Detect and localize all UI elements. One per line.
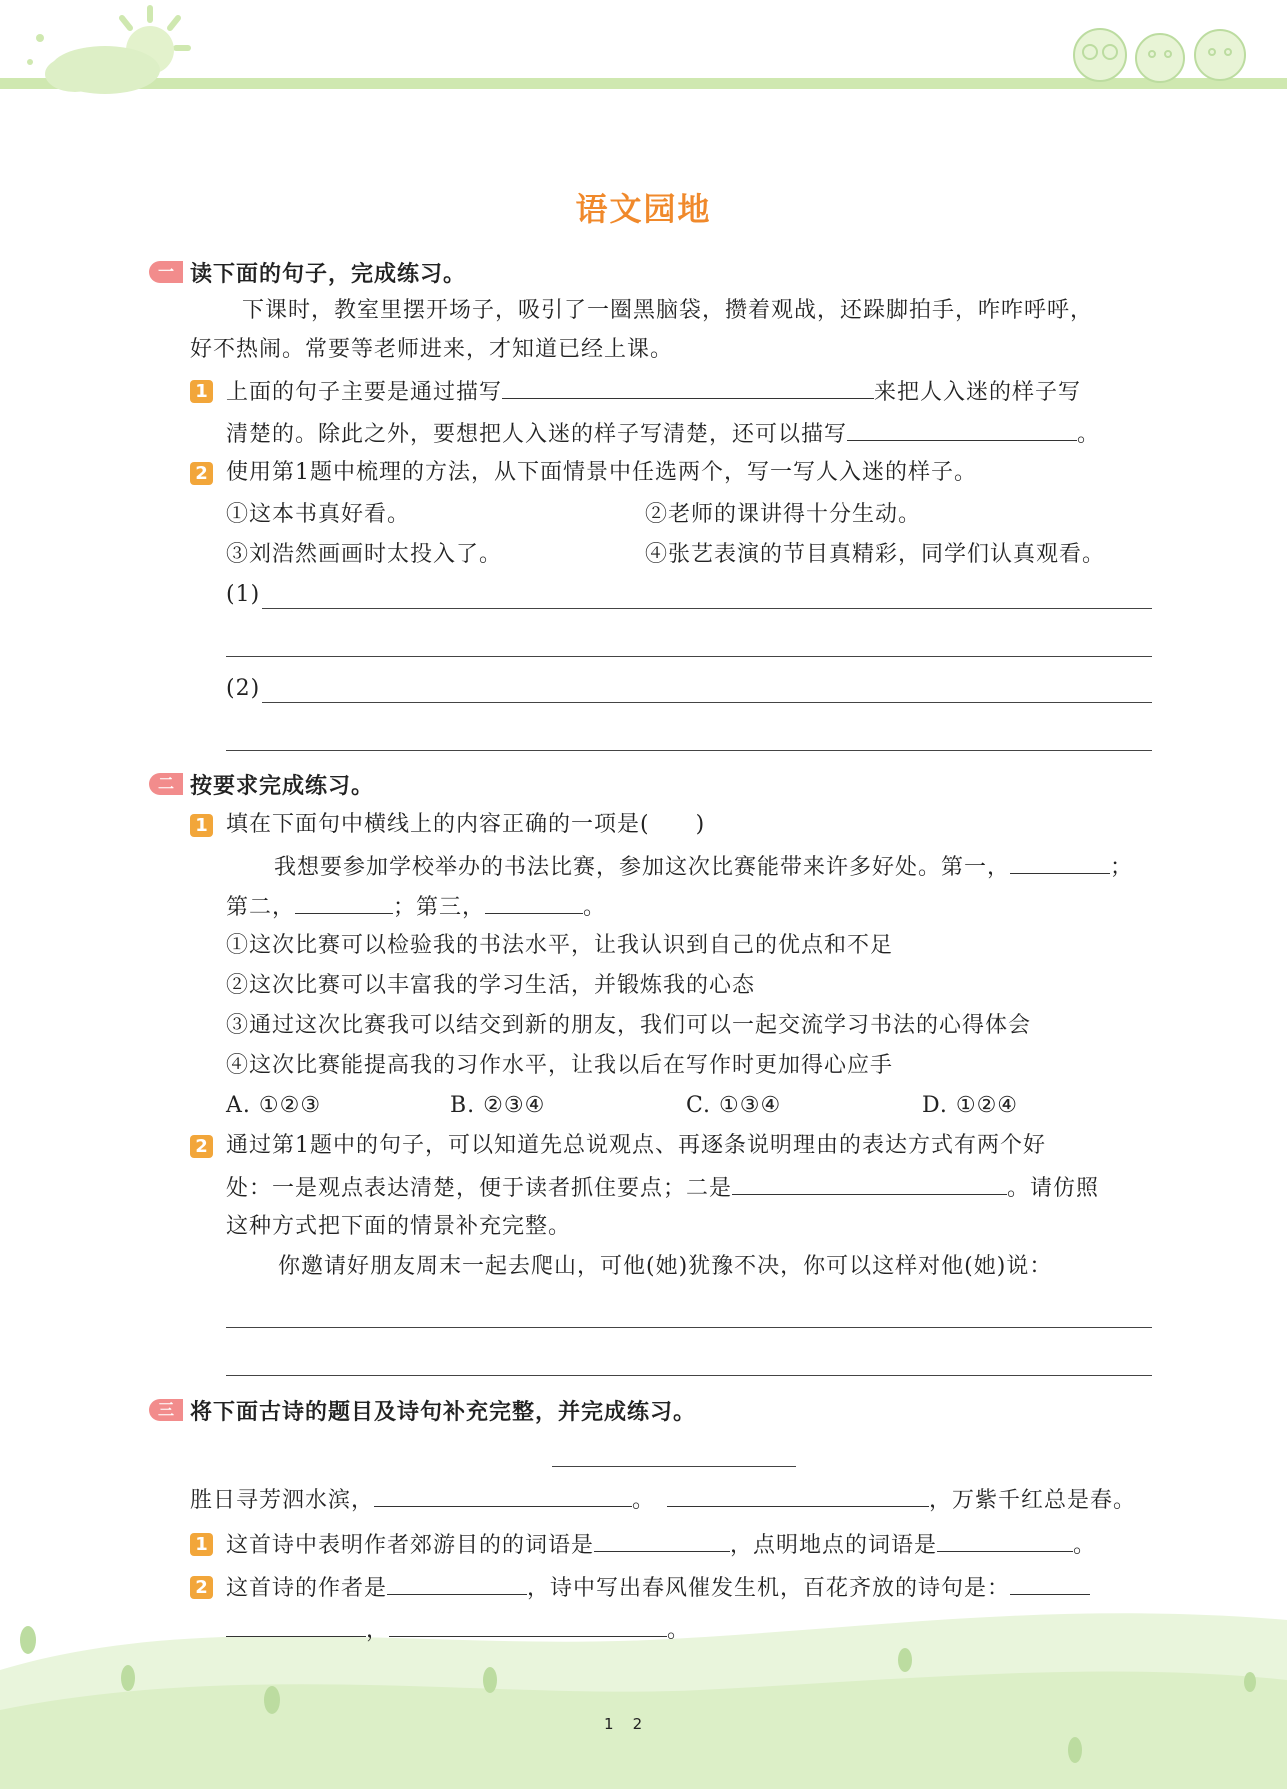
question-text <box>226 376 1081 408</box>
answer-label: (2) <box>226 676 261 701</box>
passage-part: 第二， <box>226 895 296 920</box>
answer-blank[interactable] <box>1010 851 1110 874</box>
question-text <box>226 1572 1090 1604</box>
question-text <box>226 1172 1099 1204</box>
question-text-part: 来把人入迷的样子写 <box>874 380 1082 405</box>
choice-a[interactable]: A. ①②③ <box>226 1093 322 1118</box>
question-text-part: 。 <box>1077 422 1101 447</box>
question-number: 1 <box>190 380 213 403</box>
passage-part: 我想要参加学校举办的书法比赛，参加这次比赛能带来许多好处。第一， <box>274 855 1011 880</box>
section-heading: 读下面的句子，完成练习。 <box>190 262 467 287</box>
choice-statement: ①这次比赛可以检验我的书法水平，让我认识到自己的优点和不足 <box>226 933 894 958</box>
option-item: ④张艺表演的节目真精彩，同学们认真观看。 <box>645 542 1106 567</box>
option-item: ③刘浩然画画时太投入了。 <box>226 542 503 567</box>
answer-blank[interactable] <box>937 1529 1073 1552</box>
section-badge: 一 <box>149 261 183 283</box>
answer-line[interactable] <box>226 750 1152 751</box>
answer-blank[interactable] <box>1010 1572 1090 1595</box>
choice-c[interactable]: C. ①③④ <box>686 1093 782 1118</box>
question-text: 填在下面句中横线上的内容正确的一项是( ) <box>226 812 706 837</box>
question-text-part: 处：一是观点表达清楚，便于读者抓住要点；二是 <box>226 1176 733 1201</box>
section-badge: 三 <box>149 1399 183 1421</box>
answer-blank[interactable] <box>667 1484 929 1507</box>
poem-title-blank[interactable] <box>552 1466 796 1467</box>
answer-blank[interactable] <box>374 1484 632 1507</box>
choice-d[interactable]: D. ①②④ <box>922 1093 1019 1118</box>
question-text-part: 清楚的。除此之外，要想把人入迷的样子写清楚，还可以描写 <box>226 422 848 447</box>
question-text-part: ， <box>366 1618 390 1643</box>
answer-blank[interactable] <box>594 1529 730 1552</box>
question-number: 2 <box>190 1135 213 1158</box>
answer-blank[interactable] <box>226 1614 366 1637</box>
question-text-part: 这首诗的作者是 <box>226 1576 388 1601</box>
poem-part: 胜日寻芳泗水滨， <box>190 1488 375 1513</box>
page-title: 语文园地 <box>575 190 712 228</box>
question-number: 2 <box>190 1576 213 1599</box>
answer-line[interactable] <box>226 656 1152 657</box>
answer-blank[interactable] <box>389 1614 667 1637</box>
answer-blank[interactable] <box>295 891 393 914</box>
passage-line <box>274 851 1133 883</box>
question-text <box>226 1529 1096 1561</box>
section-heading: 将下面古诗的题目及诗句补充完整，并完成练习。 <box>190 1400 697 1425</box>
question-text-part: ，诗中写出春风催发生机，百花齐放的诗句是： <box>527 1576 1011 1601</box>
question-text <box>226 1614 690 1646</box>
choice-statement: ②这次比赛可以丰富我的学习生活，并锻炼我的心态 <box>226 973 756 998</box>
poem-part: 。 <box>632 1488 656 1513</box>
answer-blank[interactable] <box>387 1572 527 1595</box>
option-item: ②老师的课讲得十分生动。 <box>645 502 922 527</box>
answer-line[interactable] <box>262 608 1152 609</box>
passage-part: ；第三， <box>393 895 486 920</box>
passage-part: ； <box>1110 855 1134 880</box>
animal-faces-icon <box>1060 10 1260 90</box>
passage-line <box>226 891 606 923</box>
question-number: 2 <box>190 462 213 485</box>
question-text: 使用第1题中梳理的方法，从下面情景中任选两个，写一写人入迷的样子。 <box>226 460 977 485</box>
section-badge: 二 <box>149 773 183 795</box>
question-text-part: 上面的句子主要是通过描写 <box>226 380 503 405</box>
answer-blank[interactable] <box>847 418 1077 441</box>
question-text: 通过第1题中的句子，可以知道先总说观点、再逐条说明理由的表达方式有两个好 <box>226 1133 1046 1158</box>
passage-line: 下课时，教室里摆开场子，吸引了一圈黑脑袋，攒着观战，还跺脚拍手，咋咋呼呼， <box>242 298 1094 323</box>
question-text-part: 。 <box>1073 1533 1097 1558</box>
poem-line <box>190 1484 1136 1516</box>
answer-blank[interactable] <box>732 1172 1007 1195</box>
option-item: ①这本书真好看。 <box>226 502 411 527</box>
choice-b[interactable]: B. ②③④ <box>450 1093 546 1118</box>
question-text: 这种方式把下面的情景补充完整。 <box>226 1214 572 1239</box>
question-text <box>226 418 1100 450</box>
question-text-part: ，点明地点的词语是 <box>730 1533 938 1558</box>
page-number: 1 2 <box>604 1715 643 1733</box>
question-text-part: 这首诗中表明作者郊游目的的词语是 <box>226 1533 595 1558</box>
question-text-part: 。请仿照 <box>1007 1176 1100 1201</box>
question-number: 1 <box>190 1533 213 1556</box>
sun-cloud-icon <box>0 0 220 100</box>
scenario-text: 你邀请好朋友周末一起去爬山，可他(她)犹豫不决，你可以这样对他(她)说： <box>278 1254 1053 1279</box>
answer-line[interactable] <box>262 702 1152 703</box>
answer-label: (1) <box>226 582 261 607</box>
answer-blank[interactable] <box>485 891 583 914</box>
section-heading: 按要求完成练习。 <box>190 774 375 799</box>
question-text-part: 。 <box>667 1618 691 1643</box>
question-number: 1 <box>190 814 213 837</box>
choice-statement: ③通过这次比赛我可以结交到新的朋友，我们可以一起交流学习书法的心得体会 <box>226 1013 1032 1038</box>
passage-part: 。 <box>583 895 607 920</box>
passage-line: 好不热闹。常要等老师进来，才知道已经上课。 <box>190 337 674 362</box>
choice-statement: ④这次比赛能提高我的习作水平，让我以后在写作时更加得心应手 <box>226 1053 894 1078</box>
answer-line[interactable] <box>226 1375 1152 1376</box>
answer-blank[interactable] <box>502 376 874 399</box>
answer-line[interactable] <box>226 1327 1152 1328</box>
poem-part: ，万紫千红总是春。 <box>929 1488 1137 1513</box>
